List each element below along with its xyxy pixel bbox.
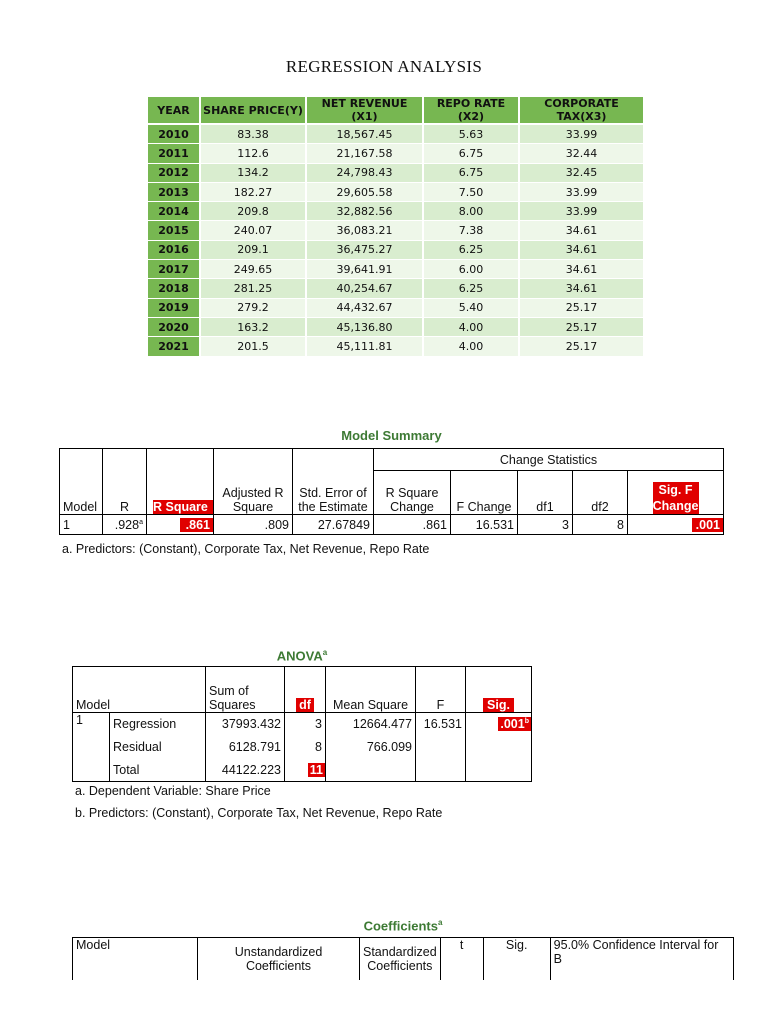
ms-header-rsq: R Square [153, 500, 213, 514]
anova-header-df-cell [285, 667, 326, 713]
data-cell: 7.38 [423, 221, 519, 240]
anova-row [73, 736, 532, 759]
ms-header-rsq-cell [147, 449, 214, 515]
data-cell: 34.61 [519, 260, 644, 279]
data-cell: 281.25 [200, 279, 306, 298]
data-cell: 40,254.67 [306, 279, 423, 298]
ms-rsq-cell [147, 515, 214, 535]
data-cell: 44,432.67 [306, 298, 423, 317]
data-cell: 5.63 [423, 124, 519, 144]
anova-footnote-b: b. Predictors: (Constant), Corporate Tax, Net Revenue, Repo Rate [75, 806, 443, 820]
model-summary-table [59, 448, 724, 535]
data-cell: 6.75 [423, 144, 519, 163]
anova-caption: ANOVA$^a$ [276, 648, 328, 664]
anova-df-highlight: 11 [309, 762, 323, 777]
ms-header-adj-r-sq: Adjusted R Square [214, 449, 293, 515]
anova-ss: 37993.432 [206, 713, 285, 736]
year-cell: 2019 [148, 298, 200, 317]
anova-row [73, 759, 532, 782]
anova-table [72, 666, 532, 782]
col-header-net-revenue: NET REVENUE (X1) [306, 97, 423, 124]
data-table-row [148, 144, 644, 163]
data-cell: 39,641.91 [306, 260, 423, 279]
anova-source: Residual [110, 736, 206, 759]
coef-header-ci: 95.0% Confidence Interval for B [550, 938, 733, 980]
col-header-repo-rate: REPO RATE (X2) [423, 97, 519, 124]
anova-header-f: F [416, 667, 466, 713]
data-cell: 163.2 [200, 317, 306, 336]
anova-ms: 12664.477 [326, 713, 416, 736]
col-header-corporate-tax: CORPORATE TAX(X3) [519, 97, 644, 124]
data-cell: 29,605.58 [306, 182, 423, 201]
data-cell: 8.00 [423, 202, 519, 221]
anova-ss: 44122.223 [206, 759, 285, 782]
coef-header-sig: Sig. [483, 938, 550, 980]
data-cell: 6.00 [423, 260, 519, 279]
ms-se: 27.67849 [293, 515, 374, 535]
data-table-row [148, 337, 644, 356]
data-table-row [148, 221, 644, 240]
data-cell: 249.65 [200, 260, 306, 279]
model-summary-caption: Model Summary [341, 428, 442, 443]
year-cell: 2011 [148, 144, 200, 163]
data-cell: 5.40 [423, 298, 519, 317]
anova-sig [466, 736, 532, 759]
data-cell: 33.99 [519, 182, 644, 201]
data-cell: 4.00 [423, 337, 519, 356]
data-cell: 134.2 [200, 163, 306, 182]
data-cell: 279.2 [200, 298, 306, 317]
data-cell: 25.17 [519, 337, 644, 356]
data-cell: 4.00 [423, 317, 519, 336]
data-cell: 33.99 [519, 124, 644, 144]
anova-model: 1 [73, 713, 110, 782]
data-cell: 209.8 [200, 202, 306, 221]
data-cell: 6.25 [423, 279, 519, 298]
year-cell: 2015 [148, 221, 200, 240]
ms-data-row [60, 515, 724, 535]
anova-header-ms: Mean Square [326, 667, 416, 713]
year-cell: 2012 [148, 163, 200, 182]
year-cell: 2010 [148, 124, 200, 144]
anova-header-df: df [296, 698, 314, 712]
data-cell: 32.45 [519, 163, 644, 182]
coefficients-table [72, 937, 734, 980]
anova-df: 3 [285, 713, 326, 736]
coef-header-unstd: Unstandardized Coefficients [198, 938, 360, 980]
anova-ms [326, 759, 416, 782]
data-cell: 7.50 [423, 182, 519, 201]
anova-row [73, 713, 532, 736]
year-cell: 2014 [148, 202, 200, 221]
data-cell: 33.99 [519, 202, 644, 221]
ms-header-std-error: Std. Error of the Estimate [293, 449, 374, 515]
anova-header-sig-cell [466, 667, 532, 713]
anova-header-model: Model [73, 667, 206, 713]
data-table [148, 97, 645, 357]
anova-f: 16.531 [416, 713, 466, 736]
data-cell: 182.27 [200, 182, 306, 201]
anova-source: Total [110, 759, 206, 782]
anova-footnote-a: a. Dependent Variable: Share Price [75, 784, 271, 798]
data-cell: 36,083.21 [306, 221, 423, 240]
ms-rsq-change: .861 [374, 515, 451, 535]
anova-df [285, 759, 326, 782]
data-table-row [148, 298, 644, 317]
data-cell: 21,167.58 [306, 144, 423, 163]
ms-r: .928$^a$ [103, 515, 147, 535]
year-cell: 2017 [148, 260, 200, 279]
ms-header-sig-f-change: Sig. F Change [652, 483, 699, 513]
ms-rsq: .861 [180, 518, 213, 532]
coef-header-std: Standardized Coefficients [360, 938, 441, 980]
anova-sig [466, 759, 532, 782]
data-cell: 201.5 [200, 337, 306, 356]
data-table-row [148, 163, 644, 182]
ms-header-model: Model [60, 449, 103, 515]
data-cell: 6.25 [423, 240, 519, 259]
anova-df: 8 [285, 736, 326, 759]
data-cell: 36,475.27 [306, 240, 423, 259]
anova-source: Regression [110, 713, 206, 736]
anova-f [416, 759, 466, 782]
anova-sig-highlight: .001$^b$ [500, 717, 529, 732]
ms-header-r: R [103, 449, 147, 515]
ms-header-rsq-change: R Square Change [374, 471, 451, 515]
data-cell: 34.61 [519, 221, 644, 240]
data-cell: 209.1 [200, 240, 306, 259]
year-cell: 2020 [148, 317, 200, 336]
anova-header-ss: Sum of Squares [206, 667, 285, 713]
data-cell: 240.07 [200, 221, 306, 240]
year-cell: 2013 [148, 182, 200, 201]
data-table-row [148, 202, 644, 221]
ms-f-change: 16.531 [451, 515, 518, 535]
data-cell: 25.17 [519, 317, 644, 336]
data-cell: 32,882.56 [306, 202, 423, 221]
ms-header-sig-f-change-cell [628, 471, 724, 515]
data-table-row [148, 279, 644, 298]
data-cell: 45,111.81 [306, 337, 423, 356]
anova-sig [466, 713, 532, 736]
anova-f [416, 736, 466, 759]
anova-ss: 6128.791 [206, 736, 285, 759]
ms-df1: 3 [518, 515, 573, 535]
ms-df2: 8 [573, 515, 628, 535]
data-cell: 34.61 [519, 279, 644, 298]
ms-model: 1 [60, 515, 103, 535]
page-title: REGRESSION ANALYSIS [285, 57, 483, 76]
ms-header-change-statistics: Change Statistics [374, 449, 724, 471]
ms-sig: .001 [692, 518, 723, 532]
data-table-row [148, 124, 644, 144]
data-cell: 18,567.45 [306, 124, 423, 144]
data-cell: 32.44 [519, 144, 644, 163]
data-cell: 24,798.43 [306, 163, 423, 182]
data-cell: 34.61 [519, 240, 644, 259]
year-cell: 2016 [148, 240, 200, 259]
anova-ms: 766.099 [326, 736, 416, 759]
ms-footnote: a. Predictors: (Constant), Corporate Tax, Net Revenue, Repo Rate [62, 542, 430, 556]
data-table-header-row [148, 97, 644, 124]
data-cell: 112.6 [200, 144, 306, 163]
data-cell: 45,136.80 [306, 317, 423, 336]
data-cell: 6.75 [423, 163, 519, 182]
data-table-row [148, 317, 644, 336]
year-cell: 2021 [148, 337, 200, 356]
ms-adj: .809 [214, 515, 293, 535]
coef-header-t: t [440, 938, 483, 980]
ms-header-f-change: F Change [451, 471, 518, 515]
ms-header-df2: df2 [573, 471, 628, 515]
data-cell: 25.17 [519, 298, 644, 317]
coefficients-caption: Coefficients$^a$ [363, 918, 443, 934]
anova-header-sig: Sig. [483, 698, 514, 712]
data-cell: 83.38 [200, 124, 306, 144]
year-cell: 2018 [148, 279, 200, 298]
ms-header-df1: df1 [518, 471, 573, 515]
col-header-share-price: SHARE PRICE(Y) [200, 97, 306, 124]
col-header-year: YEAR [148, 97, 200, 124]
data-table-row [148, 240, 644, 259]
data-table-row [148, 260, 644, 279]
ms-sig-cell [628, 515, 724, 535]
coef-header-model: Model [73, 938, 198, 980]
data-table-row [148, 182, 644, 201]
